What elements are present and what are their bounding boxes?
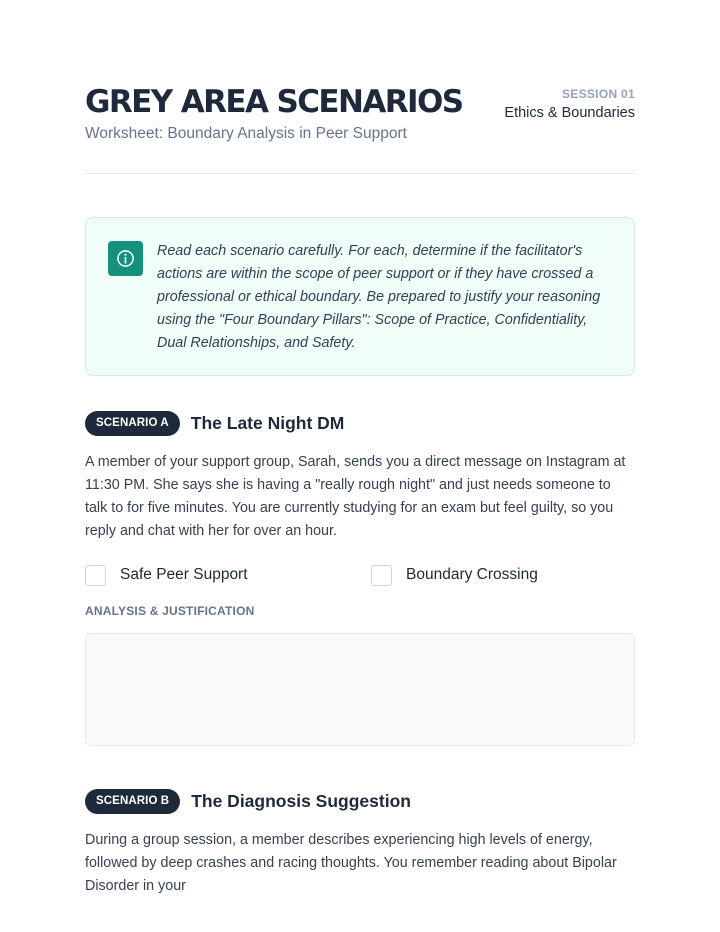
scenario-b-title: The Diagnosis Suggestion <box>191 790 411 811</box>
option-label: Boundary Crossing <box>406 566 538 583</box>
scenario-a-options <box>85 564 635 588</box>
analysis-input[interactable] <box>85 633 635 746</box>
option-safe-peer-support[interactable] <box>85 564 248 586</box>
option-boundary-crossing[interactable] <box>371 564 538 586</box>
session-topic: Ethics & Boundaries <box>504 105 635 121</box>
analysis-label: ANALYSIS & JUSTIFICATION <box>85 604 255 618</box>
scenario-a-title: The Late Night DM <box>190 412 345 433</box>
session-info <box>504 86 635 123</box>
page-title: GREY AREA SCENARIOS <box>85 84 463 120</box>
boundary-crossing-checkbox[interactable] <box>371 565 392 586</box>
instructions-text: Read each scenario carefully. For each, determine if the facilitator's actions are within the scope of peer support or if they have crossed a professional or ethical boundary. Be prepared to justify your reasoning using the "Four Boundary Pillars": Scope of Practice, Confidentiality, Dual Relationships, and Safety. <box>157 243 601 351</box>
page-subtitle: Worksheet: Boundary Analysis in Peer Support <box>85 125 407 142</box>
scenario-b-header <box>85 788 411 814</box>
header-divider <box>85 173 635 174</box>
scenario-b-text: During a group session, a member describes experiencing high levels of energy, followed by deep crashes and racing thoughts. You remember reading about Bipolar Disorder in your <box>85 832 617 894</box>
scenario-a-header <box>85 410 344 436</box>
scenario-b-badge: SCENARIO B <box>85 789 180 814</box>
info-icon <box>108 241 143 276</box>
session-number: SESSION 01 <box>561 87 635 101</box>
safe-peer-support-checkbox[interactable] <box>85 565 106 586</box>
scenario-a-badge: SCENARIO A <box>85 411 180 436</box>
scenario-a-text: A member of your support group, Sarah, sends you a direct message on Instagram at 11:30 PM. She says she is having a "really rough night" and just needs someone to talk to for five minutes. You are currently studying for an exam but feel guilty, so you reply and chat with her for over an hour. <box>85 454 626 539</box>
worksheet-header <box>85 84 635 144</box>
instructions-callout <box>85 217 635 376</box>
option-label: Safe Peer Support <box>120 566 248 583</box>
